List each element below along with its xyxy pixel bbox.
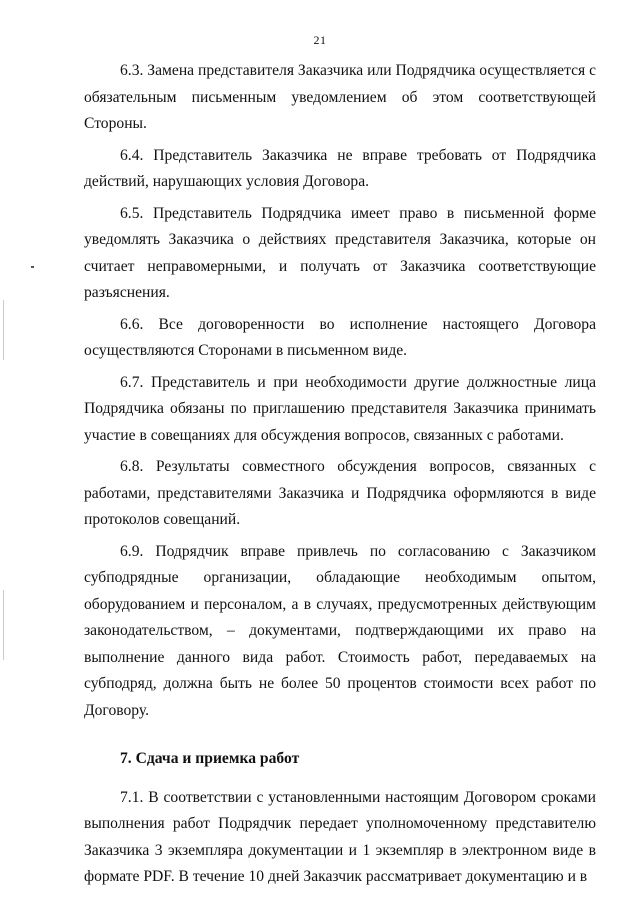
paragraph-6-8: 6.8. Результаты совместного обсуждения вопросов, связанных с работами, представителями Заказчика и Подрядчика оформляются в виде протоколов совещаний.	[84, 458, 596, 528]
paragraph-7-1: 7.1. В соответствии с установленными настоящим Договором сроками выполнения работ Подрядчик передает уполномоченному представителю Заказчика 3 экземпляра документации и 1 экземпляр в электронном виде в формате PDF. В течение 10 дней Заказчик рассматривает документацию и в	[84, 788, 596, 885]
section-heading-7: 7. Сдача и приемка работ	[120, 750, 300, 767]
scan-edge-mark	[3, 300, 4, 360]
page-number: 21	[313, 33, 327, 47]
scan-edge-mark	[3, 590, 4, 660]
paragraph-6-3: 6.3. Замена представителя Заказчика или Подрядчика осуществляется с обязательным письменным уведомлением об этом соответствующей Стороны.	[84, 62, 596, 132]
paragraph-6-7: 6.7. Представитель и при необходимости другие должностные лица Подрядчика обязаны по приглашению представителя Заказчика принимать участие в совещаниях для обсуждения вопросов, связанных с работами.	[84, 373, 596, 444]
paragraph-6-6: 6.6. Все договоренности во исполнение настоящего Договора осуществляются Сторонами в письменном виде.	[84, 315, 596, 359]
scan-speck	[31, 266, 34, 268]
paragraph-6-9: 6.9. Подрядчик вправе привлечь по согласованию с Заказчиком субподрядные организации, обладающие необходимым опытом, оборудованием и персоналом, а в случаях, предусмотренных действующим законодательством, – документами, подтверждающими их право на выполнение данного вида работ. Стоимость работ, передаваемых на субподряд, должна быть не более 50 процентов стоимости всех работ по Договору.	[84, 542, 596, 719]
document-body	[84, 58, 596, 896]
paragraph-6-5: 6.5. Представитель Подрядчика имеет право в письменной форме уведомлять Заказчика о действиях представителя Заказчика, которые он считает неправомерными, и получать от Заказчика соответствующие разъяснения.	[84, 204, 596, 301]
paragraph-6-4: 6.4. Представитель Заказчика не вправе требовать от Подрядчика действий, нарушающих условия Договора.	[84, 146, 596, 190]
